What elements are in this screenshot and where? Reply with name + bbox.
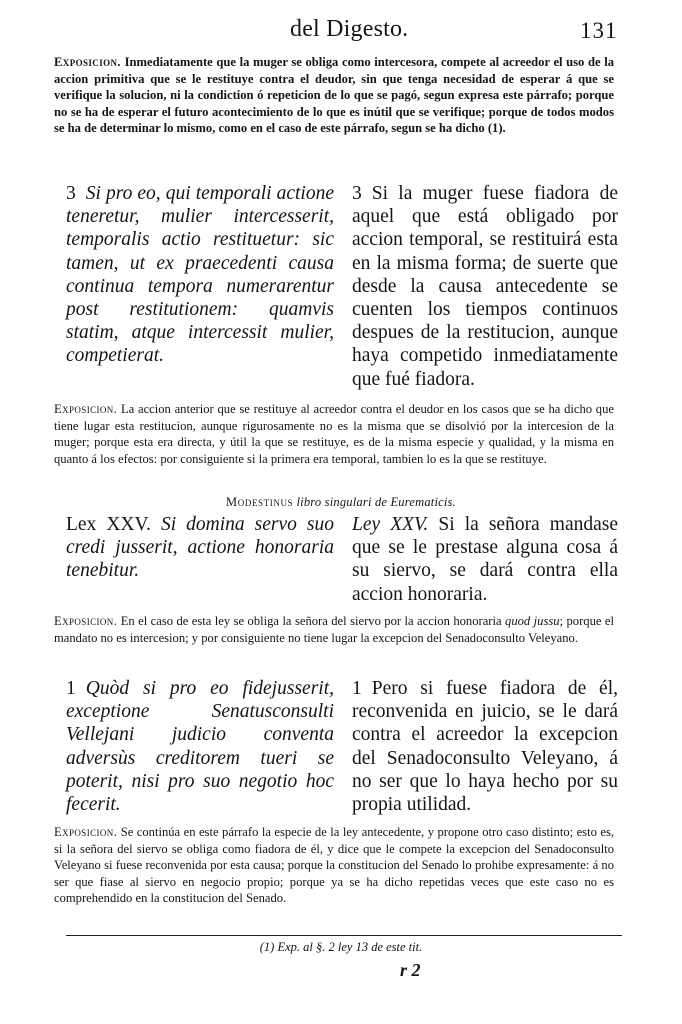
paragraph-number: 1 <box>352 678 362 699</box>
exposition-italic-phrase: quod jussu <box>505 614 560 628</box>
signature-mark: r 2 <box>400 960 421 980</box>
source-title: libro singulari de Eurematicis. <box>296 495 456 509</box>
spanish-text: Si la señora mandase que se le prestase alguna cosa á su siervo, se dará contra ella accion honoraria. <box>352 514 618 605</box>
spanish-text: Si la muger fuese fiadora de aquel que está obligado por accion temporal, se restituirá esta en la misma forma; de suerte que desde la causa antecedente se cuenten los tiempos continuos despues de la restitucion, aunque haya competido inmediatamente que fué fiadora. <box>352 183 618 390</box>
page-number: 131 <box>580 18 618 43</box>
spanish-ley-25 <box>352 513 618 606</box>
exposition-paragraph-1 <box>54 54 614 137</box>
exposition-paragraph-4 <box>54 824 614 907</box>
source-attribution <box>0 495 682 510</box>
spanish-text: Pero si fuese fiadora de él, reconvenida en juicio, se le dará contra el acreedor la excepcion del Senadoconsulto Veleyano, á no ser que lo haya hecho por su propia utilidad. <box>352 678 618 816</box>
lex-heading: Lex XXV. <box>66 514 151 535</box>
exposition-label: Exposicion. <box>54 55 121 69</box>
exposition-text: Inmediatamente que la muger se obliga como intercesora, compete al acreedor el uso de la accion primitiva que se le restituye contra el deudor, sin que tenga necesidad de esperar á que se verifique la solucion, ni la condiction ó repeticion de lo que se pagó, segun expresa este párrafo; porque no se ha de esperar el futuro acontecimiento de lo que es inútil que se verifique; porque de todos modos se ha de determinar lo mismo, como en el caso de este párrafo, segun se ha dicho (1). <box>54 55 614 136</box>
paragraph-number: 3 <box>352 183 362 204</box>
spanish-paragraph-3 <box>352 182 618 391</box>
running-head <box>0 14 682 48</box>
exposition-text: Se continúa en este párrafo la especie de la ley antecedente, y propone otro caso distinto; esto es, si la señora del siervo se obliga como fiadora de él, y dice que le compete la excepcion del Senadoconsulto Veleyano si fuese reconvenida por esta causa; porque la constitucion del Senado lo prohibe expresamente: á no ser que fiase al siervo en negocio propio; porque ya se ha dicho repetidas veces que este caso no es comprehendido en la constitucion del Senado. <box>54 825 614 906</box>
exposition-text-before: En el caso de esta ley se obliga la señora del siervo por la accion honoraria <box>120 614 502 628</box>
footnote-rule <box>66 935 622 936</box>
ley-heading: Ley XXV. <box>352 514 429 535</box>
latin-paragraph-3 <box>66 182 334 368</box>
spanish-paragraph-1 <box>352 677 618 816</box>
exposition-label: Exposicion. <box>54 825 118 839</box>
paragraph-number: 1 <box>66 678 76 699</box>
exposition-text-after: ; porque el mandato no es intercesion; y por consiguiente no tiene lugar la excepcion del Senadoconsulto Veleyano. <box>54 614 614 645</box>
latin-text: Quòd si pro eo fidejusserit, exceptione Senatusconsulti Vellejani judicio conventa adversùs creditorem tueri se poterit, nisi pro suo negotio hoc fecerit. <box>66 678 334 816</box>
paragraph-number: 3 <box>66 183 76 204</box>
latin-paragraph-1 <box>66 677 334 816</box>
latin-text: Si domina servo suo credi jusserit, actione honoraria tenebitur. <box>66 514 334 582</box>
running-title: del Digesto. <box>290 16 409 42</box>
exposition-paragraph-3 <box>54 613 614 646</box>
exposition-label: Exposicion. <box>54 402 118 416</box>
latin-text: Si pro eo, qui temporali actione teneretur, mulier intercesserit, temporalis actio restituetur: sic tamen, ut ex praecedenti causa continua tempora numerarentur post restitutionem: quamvis statim, atque intercessit mulier, competierat. <box>66 183 334 367</box>
source-author: Modestinus <box>226 495 294 509</box>
latin-lex-25 <box>66 513 334 583</box>
exposition-label: Exposicion. <box>54 614 118 628</box>
exposition-text: La accion anterior que se restituye al acreedor contra el deudor en los casos que se ha dicho que tiene lugar esta restitucion, aunque rigurosamente no es la misma que se disolvió por la intercesion de la muger; porque esta era directa, y útil la que se restituye, es de la misma especie y qualidad, y la misma en quanto á los efectos: por consiguiente si la primera era temporal, tambien lo es la que se restituye. <box>54 402 614 466</box>
footnote: (1) Exp. al §. 2 ley 13 de este tit. <box>259 940 423 954</box>
exposition-paragraph-2 <box>54 401 614 467</box>
